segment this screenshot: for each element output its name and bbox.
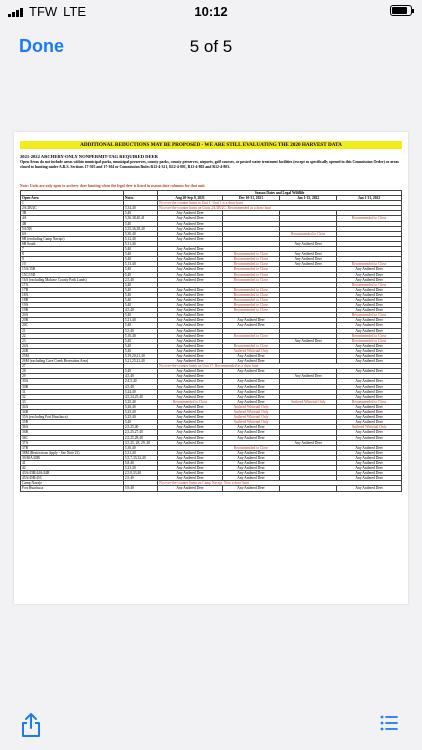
cell-season: Recommended to Close bbox=[222, 333, 279, 338]
cell-open-area: 16A (excluding Mohave County Park Lands) bbox=[21, 277, 124, 282]
cell-season: Any Antlered Deer bbox=[337, 435, 402, 440]
cell-season: Recommended to Close bbox=[222, 445, 279, 450]
cell-season: Any Antlered Deer bbox=[337, 471, 402, 476]
cell-season: Any Antlered Deer bbox=[222, 323, 279, 328]
cell-season: Any Antlered Deer bbox=[337, 292, 402, 297]
cell-season: Antlered Whitetail Only bbox=[222, 420, 279, 425]
cell-season: Antlered Whitetail Only bbox=[280, 399, 337, 404]
cell-season: Any Antlered Deer bbox=[337, 394, 402, 399]
cell-season: No over-the-counter hunts on Units 2A/2B/2C. Recommended as a draw hunt bbox=[158, 206, 402, 211]
page-indicator: 5 of 5 bbox=[189, 37, 233, 56]
cell-season: Any Antlered Deer bbox=[158, 226, 223, 231]
carrier-label: TFW bbox=[29, 4, 58, 19]
cell-season: Any Antlered Deer bbox=[222, 430, 279, 435]
col-open-area: Open Area bbox=[21, 196, 124, 201]
cell-season: Any Antlered Deer bbox=[337, 486, 402, 491]
cell-open-area: 32 bbox=[21, 394, 124, 399]
cell-season: Any Antlered Deer bbox=[337, 323, 402, 328]
cell-open-area: 23 bbox=[21, 338, 124, 343]
cell-open-area: 17A bbox=[21, 282, 124, 287]
cell-open-area: 36C bbox=[21, 435, 124, 440]
cell-season: Any Antlered Deer bbox=[337, 303, 402, 308]
document-paragraph: Open Areas do not include areas within municipal parks, municipal preserves, county parks, county preserves, airports, golf courses, or posted water treatment facilities (except as specifically opened in this Commission Order) or areas closed to hunting under A.R.S. Sections 17-303 and 17-304 or Commission Rules R12-4-321, R12-4-801, R12-4-802 and R12-4-803. bbox=[20, 160, 399, 169]
cell-season: Recommended to Close bbox=[222, 297, 279, 302]
cell-season: Any Antlered Deer bbox=[222, 450, 279, 455]
table-row bbox=[21, 486, 402, 491]
cell-open-area: 20A bbox=[21, 313, 124, 318]
cell-notes: 5,25,40 bbox=[123, 399, 157, 404]
cell-notes: 5,30,40 bbox=[123, 231, 157, 236]
cell-notes: 5,40 bbox=[123, 221, 157, 226]
cell-notes: 5,13,40 bbox=[123, 262, 157, 267]
cell-season: Any Antlered Deer bbox=[158, 262, 223, 267]
list-icon[interactable] bbox=[380, 714, 398, 732]
cell-season: Recommended to Close bbox=[337, 313, 402, 318]
cell-season: Any Antlered Deer bbox=[280, 262, 337, 267]
cell-season: Any Antlered Deer bbox=[158, 471, 223, 476]
cell-season: Any Antlered Deer bbox=[222, 425, 279, 430]
cell-season: Any Antlered Deer bbox=[280, 338, 337, 343]
cell-season: Any Antlered Deer bbox=[337, 455, 402, 460]
cell-open-area: 45A/45B/45C bbox=[21, 476, 124, 481]
cell-season: Any Antlered Deer bbox=[337, 328, 402, 333]
cell-season: Any Antlered Deer bbox=[337, 389, 402, 394]
cell-open-area: 5A/5B bbox=[21, 226, 124, 231]
cell-open-area: 36A bbox=[21, 425, 124, 430]
cell-open-area: 6B South bbox=[21, 241, 124, 246]
cell-open-area: 10 bbox=[21, 262, 124, 267]
cell-notes: 5,11,40 bbox=[123, 241, 157, 246]
cell-open-area: 1 bbox=[21, 201, 124, 206]
cell-season: Any Antlered Deer bbox=[158, 333, 223, 338]
cell-season: Any Antlered Deer bbox=[337, 297, 402, 302]
cell-season: Any Antlered Deer bbox=[280, 257, 337, 262]
cell-open-area: 9 bbox=[21, 257, 124, 262]
cell-season: Any Antlered Deer bbox=[158, 440, 223, 445]
cell-open-area: 18B bbox=[21, 297, 124, 302]
cell-open-area: 39/40A/40B bbox=[21, 455, 124, 460]
cell-open-area: 42 bbox=[21, 466, 124, 471]
cell-season: Any Antlered Deer bbox=[222, 318, 279, 323]
cell-notes: 5,40 bbox=[123, 338, 157, 343]
cell-open-area: 37B bbox=[21, 445, 124, 450]
cell-season: Any Antlered Deer bbox=[222, 379, 279, 384]
cell-open-area: 38M (Restrictions Apply - See Note 21) bbox=[21, 450, 124, 455]
cell-season: No over-the-counter hunts in Unit 1. Unit 1 is a draw hunt bbox=[158, 201, 402, 206]
cell-season: Any Antlered Deer bbox=[337, 460, 402, 465]
cell-season: Any Antlered Deer bbox=[222, 471, 279, 476]
cell-season: Any Antlered Deer bbox=[222, 435, 279, 440]
cell-season: Any Antlered Deer bbox=[337, 308, 402, 313]
cell-season: Any Antlered Deer bbox=[337, 348, 402, 353]
cell-notes: 5,40 bbox=[123, 252, 157, 257]
cell-open-area: Camp Navajo bbox=[21, 481, 124, 486]
cell-season: Any Antlered Deer bbox=[158, 410, 223, 415]
cell-open-area: 20B bbox=[21, 318, 124, 323]
cell-season bbox=[280, 486, 337, 491]
cell-season: Any Antlered Deer bbox=[337, 450, 402, 455]
cell-notes: 5,40 bbox=[123, 348, 157, 353]
cell-notes: 5,40 bbox=[123, 303, 157, 308]
cell-open-area: 21 bbox=[21, 328, 124, 333]
cell-notes: 5,40 bbox=[123, 287, 157, 292]
cell-notes: 5,40 bbox=[123, 420, 157, 425]
cell-notes: 5,19,20,21,40 bbox=[123, 354, 157, 359]
cell-season: Any Antlered Deer bbox=[337, 287, 402, 292]
cell-notes: 5,9,40 bbox=[123, 486, 157, 491]
cell-season: Recommended to Close bbox=[337, 399, 402, 404]
cell-season: Antlered Whitetail Only bbox=[222, 410, 279, 415]
cell-open-area: 31 bbox=[21, 389, 124, 394]
cell-open-area: 25M bbox=[21, 354, 124, 359]
cell-season: Recommended to Close bbox=[337, 282, 402, 287]
cell-notes: 5,5,40 bbox=[123, 328, 157, 333]
cell-open-area: Fort Huachuca bbox=[21, 486, 124, 491]
cell-notes: 5,24,40 bbox=[123, 389, 157, 394]
cell-season: Any Antlered Deer bbox=[280, 241, 337, 246]
cell-season: Any Antlered Deer bbox=[158, 455, 223, 460]
season-group-header: Season Dates and Legal Wildlife bbox=[158, 191, 402, 196]
cell-season: Any Antlered Deer bbox=[222, 394, 279, 399]
cell-season: Any Antlered Deer bbox=[158, 303, 223, 308]
cell-notes: 3,5,25, 28, 29, 40 bbox=[123, 440, 157, 445]
cell-notes: 5,40 bbox=[123, 257, 157, 262]
cell-season: No over-the-counter hunts on Unit 27. Recommended as a draw hunt bbox=[158, 364, 402, 369]
cell-season: Any Antlered Deer bbox=[337, 404, 402, 409]
cell-notes: 5,40 bbox=[123, 343, 157, 348]
cell-open-area: 30B bbox=[21, 384, 124, 389]
cell-notes: 5,25,40 bbox=[123, 410, 157, 415]
cell-open-area: 6A bbox=[21, 231, 124, 236]
cell-season: Any Antlered Deer bbox=[158, 374, 223, 379]
cell-season: Any Antlered Deer bbox=[222, 369, 279, 374]
cell-season: Recommended to Close bbox=[222, 252, 279, 257]
nav-bar bbox=[0, 30, 422, 66]
cell-notes: 5,23,40 bbox=[123, 466, 157, 471]
cell-notes: 5,10,40 bbox=[123, 333, 157, 338]
cell-open-area: 29 bbox=[21, 374, 124, 379]
status-time: 10:12 bbox=[194, 4, 228, 19]
cell-season: Any Antlered Deer bbox=[158, 420, 223, 425]
cell-open-area: 19A bbox=[21, 303, 124, 308]
cell-season: Any Antlered Deer bbox=[222, 460, 279, 465]
col-notes: Notes bbox=[123, 196, 157, 201]
cell-notes: 5,8,40 bbox=[123, 460, 157, 465]
cell-notes: 4,5,40 bbox=[123, 384, 157, 389]
cell-open-area: 4B bbox=[21, 221, 124, 226]
cell-season: Any Antlered Deer bbox=[158, 389, 223, 394]
cell-open-area: 43A/43B/44A/44B bbox=[21, 471, 124, 476]
cell-season: Any Antlered Deer bbox=[158, 359, 223, 364]
cell-notes: 5,21,40 bbox=[123, 318, 157, 323]
cell-season: Any Antlered Deer bbox=[158, 247, 223, 252]
network-label: LTE bbox=[63, 4, 87, 19]
cell-season: Antlered Whitetail Only bbox=[222, 348, 279, 353]
cell-season: Any Antlered Deer bbox=[222, 455, 279, 460]
cell-open-area: 8 bbox=[21, 252, 124, 257]
cell-season: Any Antlered Deer bbox=[158, 404, 223, 409]
cell-season: Any Antlered Deer bbox=[158, 318, 223, 323]
cell-open-area: 35A (excluding Fort Huachuca) bbox=[21, 415, 124, 420]
cell-season: Any Antlered Deer bbox=[337, 379, 402, 384]
cell-season: Any Antlered Deer bbox=[158, 287, 223, 292]
cell-season: Any Antlered Deer bbox=[158, 450, 223, 455]
cell-season: Any Antlered Deer bbox=[158, 308, 223, 313]
cell-season: Any Antlered Deer bbox=[158, 328, 223, 333]
cell-season: Any Antlered Deer bbox=[222, 476, 279, 481]
cell-notes: 2,5,25,28,40 bbox=[123, 435, 157, 440]
cell-season: Recommended to Close bbox=[222, 277, 279, 282]
cell-open-area: 35B bbox=[21, 420, 124, 425]
cell-season: Recommended to Close bbox=[337, 216, 402, 221]
cell-notes: 4,5,40 bbox=[123, 308, 157, 313]
cell-season: Recommended to Close bbox=[222, 272, 279, 277]
cell-notes: 5,25,40 bbox=[123, 415, 157, 420]
cell-season: Any Antlered Deer bbox=[158, 236, 223, 241]
cell-season: Any Antlered Deer bbox=[158, 267, 223, 272]
cell-season: Any Antlered Deer bbox=[337, 318, 402, 323]
cell-season: Any Antlered Deer bbox=[158, 415, 223, 420]
cell-season: Antlered Whitetail Only bbox=[222, 404, 279, 409]
cell-season: Any Antlered Deer bbox=[280, 252, 337, 257]
cell-season: Any Antlered Deer bbox=[158, 297, 223, 302]
cell-season: Any Antlered Deer bbox=[222, 466, 279, 471]
cell-open-area: 24B bbox=[21, 348, 124, 353]
cell-season: Any Antlered Deer bbox=[158, 231, 223, 236]
cell-notes: 5,40 bbox=[123, 297, 157, 302]
cell-open-area: 2A/2B/2C bbox=[21, 206, 124, 211]
cell-season: Any Antlered Deer bbox=[158, 252, 223, 257]
cell-open-area: 19B bbox=[21, 308, 124, 313]
col-season-3: Jan 1-15, 2022 bbox=[280, 196, 337, 201]
document-banner: ADDITIONAL REDUCTIONS MAY BE PROPOSED - WE ARE STILL EVALUATING THE 2020 HARVEST DATA bbox=[20, 141, 402, 149]
cell-season: Recommended to Close bbox=[337, 338, 402, 343]
cell-season: Any Antlered Deer bbox=[337, 267, 402, 272]
cell-notes: 5,21,25,21,40 bbox=[123, 359, 157, 364]
cell-season: Recommended to Close bbox=[222, 303, 279, 308]
cell-notes: 5,36,38,40,41 bbox=[123, 216, 157, 221]
done-button[interactable]: Done bbox=[19, 36, 64, 56]
col-season-2: Dec 10-31, 2021 bbox=[222, 196, 279, 201]
cell-open-area: 28 bbox=[21, 369, 124, 374]
cell-open-area: 27 bbox=[21, 364, 124, 369]
cell-season: Any Antlered Deer bbox=[158, 384, 223, 389]
season-table bbox=[20, 190, 402, 492]
cell-open-area: 41 bbox=[21, 460, 124, 465]
cell-open-area: 17B bbox=[21, 287, 124, 292]
cell-notes: 5,35,36,38,40 bbox=[123, 226, 157, 231]
cell-season: Any Antlered Deer bbox=[337, 476, 402, 481]
cell-notes: 2,5,25,27,40 bbox=[123, 430, 157, 435]
cell-season: Any Antlered Deer bbox=[158, 216, 223, 221]
cell-season: Recommended to Close bbox=[222, 257, 279, 262]
cell-open-area: 24A bbox=[21, 343, 124, 348]
cell-notes: 5,40 bbox=[123, 247, 157, 252]
cell-season: Any Antlered Deer bbox=[337, 466, 402, 471]
cell-season: Any Antlered Deer bbox=[158, 257, 223, 262]
cell-season: Any Antlered Deer bbox=[158, 277, 223, 282]
cell-season: Recommended to Close bbox=[222, 343, 279, 348]
cell-notes: 5,34,40 bbox=[123, 206, 157, 211]
cell-season: Recommended to Close bbox=[337, 262, 402, 267]
cell-notes: 5,40 bbox=[123, 313, 157, 318]
cell-season: Any Antlered Deer bbox=[158, 486, 223, 491]
cell-season: Any Antlered Deer bbox=[337, 343, 402, 348]
cell-notes: 2,5,8,33,40 bbox=[123, 471, 157, 476]
cell-season: Any Antlered Deer bbox=[222, 389, 279, 394]
cell-notes: 5,26,40 bbox=[123, 404, 157, 409]
cell-open-area: 6B (excluding Camp Navajo) bbox=[21, 236, 124, 241]
cell-season: Any Antlered Deer bbox=[158, 354, 223, 359]
cell-season: Any Antlered Deer bbox=[158, 460, 223, 465]
cell-season: Any Antlered Deer bbox=[158, 476, 223, 481]
cell-season: Any Antlered Deer bbox=[158, 425, 223, 430]
cell-season: Any Antlered Deer bbox=[158, 394, 223, 399]
cell-season: Recommended to Close bbox=[337, 333, 402, 338]
cell-season: Any Antlered Deer bbox=[337, 272, 402, 277]
cell-season: Any Antlered Deer bbox=[158, 435, 223, 440]
cell-season: Any Antlered Deer bbox=[158, 211, 223, 216]
cell-season: Any Antlered Deer bbox=[158, 338, 223, 343]
cell-notes: 2,5,40 bbox=[123, 277, 157, 282]
cell-open-area: 34B bbox=[21, 410, 124, 415]
cell-season: Recommended to Close bbox=[222, 267, 279, 272]
cell-season: Recommended to Close bbox=[280, 231, 337, 236]
cell-season: Antlered Whitetail Only bbox=[337, 425, 402, 430]
cell-season: Any Antlered Deer bbox=[158, 313, 223, 318]
cell-season: No over-the-counter hunts on Camp Navajo. Now a draw hunt bbox=[158, 481, 402, 486]
cell-notes: 5,40 bbox=[123, 267, 157, 272]
cell-season: Any Antlered Deer bbox=[158, 272, 223, 277]
cell-open-area: 30A bbox=[21, 379, 124, 384]
cell-open-area: 15A/15B bbox=[21, 267, 124, 272]
cell-notes: 5,40 bbox=[123, 369, 157, 374]
cell-open-area: 4A bbox=[21, 216, 124, 221]
share-icon[interactable] bbox=[20, 712, 42, 738]
cell-open-area: 36B bbox=[21, 430, 124, 435]
cell-open-area: 7 bbox=[21, 247, 124, 252]
cell-notes: 5,40 bbox=[123, 292, 157, 297]
cell-notes: 5,40 bbox=[123, 272, 157, 277]
cell-season: Any Antlered Deer bbox=[158, 323, 223, 328]
cell-open-area: 37A bbox=[21, 440, 124, 445]
cell-open-area: 26M (excluding Cave Creek Recreation Area) bbox=[21, 359, 124, 364]
cell-season: Any Antlered Deer bbox=[337, 415, 402, 420]
cell-season: Any Antlered Deer bbox=[222, 384, 279, 389]
cell-open-area: 15C/15D bbox=[21, 272, 124, 277]
cell-season: Any Antlered Deer bbox=[158, 221, 223, 226]
cell-season: Any Antlered Deer bbox=[158, 379, 223, 384]
cell-season: Recommended to Close bbox=[158, 399, 223, 404]
cell-season: Any Antlered Deer bbox=[158, 369, 223, 374]
document-page[interactable] bbox=[14, 132, 408, 604]
cell-notes: 5,40 bbox=[123, 323, 157, 328]
cell-season: Any Antlered Deer bbox=[337, 445, 402, 450]
document-note: Note: Units are only open to archery deer hunting when the legal deer is listed in season date columns for that unit. bbox=[20, 184, 206, 188]
cell-season: Any Antlered Deer bbox=[337, 430, 402, 435]
cell-notes: 2,4,5,40 bbox=[123, 379, 157, 384]
cell-notes: 5,40 bbox=[123, 282, 157, 287]
cell-season: Any Antlered Deer bbox=[158, 430, 223, 435]
cell-notes: 5,40 bbox=[123, 211, 157, 216]
cell-open-area: 18A bbox=[21, 292, 124, 297]
cell-open-area: 33 bbox=[21, 399, 124, 404]
cell-season: Any Antlered Deer bbox=[337, 420, 402, 425]
cell-season: Antlered Whitetail Only bbox=[222, 415, 279, 420]
cell-notes: 5,12,40 bbox=[123, 236, 157, 241]
cell-season: Any Antlered Deer bbox=[222, 399, 279, 404]
cell-season: Recommended to Close bbox=[222, 287, 279, 292]
cell-season: Any Antlered Deer bbox=[158, 348, 223, 353]
cell-open-area: 3B bbox=[21, 211, 124, 216]
status-bar bbox=[0, 0, 422, 22]
cell-season: Any Antlered Deer bbox=[337, 359, 402, 364]
cell-season: Any Antlered Deer bbox=[337, 277, 402, 282]
cell-notes: 2,5,25,40 bbox=[123, 425, 157, 430]
col-season-1: Aug 20-Sep 9, 2021 bbox=[158, 196, 223, 201]
cell-notes: 5,31,40 bbox=[123, 450, 157, 455]
cell-season: Any Antlered Deer bbox=[280, 374, 337, 379]
cell-notes: 5,30,40 bbox=[123, 445, 157, 450]
cell-season: Any Antlered Deer bbox=[337, 384, 402, 389]
cell-season: Any Antlered Deer bbox=[280, 440, 337, 445]
col-season-4: Jan 1-31, 2022 bbox=[337, 196, 402, 201]
bottom-toolbar bbox=[0, 700, 422, 750]
cell-season: Any Antlered Deer bbox=[158, 292, 223, 297]
cell-season: Any Antlered Deer bbox=[222, 354, 279, 359]
cell-season: Any Antlered Deer bbox=[222, 359, 279, 364]
cell-notes: 5,5,7,33,32,40 bbox=[123, 455, 157, 460]
cell-notes: 4,5,40 bbox=[123, 374, 157, 379]
cell-open-area: 20C bbox=[21, 323, 124, 328]
cell-season: Recommended to Close bbox=[222, 292, 279, 297]
battery-icon bbox=[390, 5, 412, 16]
cell-season: Any Antlered Deer bbox=[337, 369, 402, 374]
cell-season: Recommended to Close bbox=[222, 262, 279, 267]
cell-season: Any Antlered Deer bbox=[158, 343, 223, 348]
document-heading: 2021-2022 ARCHERY-ONLY NONPERMIT-TAG REQUIRED DEER bbox=[20, 154, 158, 159]
cell-notes: 2,5,40 bbox=[123, 476, 157, 481]
cell-season: Any Antlered Deer bbox=[337, 354, 402, 359]
cell-open-area: 34A bbox=[21, 404, 124, 409]
cell-season: Any Antlered Deer bbox=[337, 410, 402, 415]
cell-season: Any Antlered Deer bbox=[158, 466, 223, 471]
cell-notes: 4,5,24,25,40 bbox=[123, 394, 157, 399]
cell-season: Any Antlered Deer bbox=[222, 486, 279, 491]
cell-open-area: 22 bbox=[21, 333, 124, 338]
cell-season: Recommended to Close bbox=[222, 308, 279, 313]
